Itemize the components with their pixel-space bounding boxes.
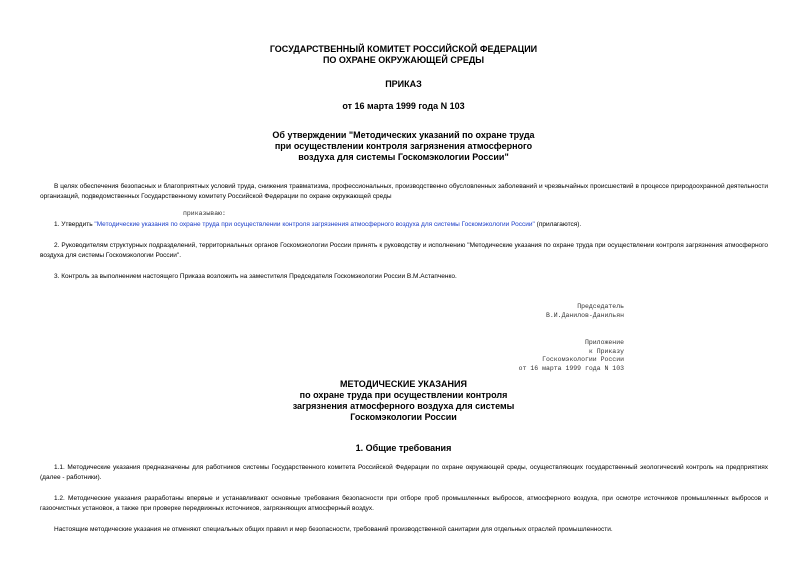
guidelines-title-block: [0, 379, 807, 423]
doc-subject: [0, 130, 807, 163]
appendix-line-1: Приложение: [584, 339, 624, 346]
appendix-line-2: к Приказу: [588, 347, 624, 355]
section-1-heading: 1. Общие требования: [355, 443, 452, 453]
preamble-paragraph: В целях обеспечения безопасных и благоприятных условий труда, снижения травматизма, профессиональных, производственно обусловленных заболеваний и чрезвычайных происшествий в процессе природоохранной деятельности организаций, подведомственных Государственному комитету Российской Федерации по охране окружающей среды: [40, 183, 768, 200]
org-name: [0, 44, 807, 66]
orders-word: приказываю:: [183, 210, 226, 217]
section-1-p2: 1.2. Методические указания разработаны впервые и устанавливают основные требования безопасности при отборе проб промышленных выбросов, атмосферного воздуха, при осмотре источников промышленных выбросов и газоочистных установок, а также при проверке передвижных источников, загрязняющих атмосферный воздух.: [40, 495, 768, 512]
section-1-p1: 1.1. Методические указания предназначены для работников системы Государственного комитета Российской Федерации по охране окружающей среды, осуществляющих государственный экологический контроль на предприятиях (далее - работники).: [40, 464, 768, 481]
signature-block: [546, 303, 624, 320]
signature-title: Председатель: [577, 303, 624, 310]
guidelines-link[interactable]: "Методические указания по охране труда при осуществлении контроля загрязнения атмосферного воздуха для системы Госкомэкологии России": [94, 221, 535, 228]
appendix-line-3: Госкомэкологии России: [542, 356, 624, 363]
signature-name: В.И.Данилов-Данильян: [545, 311, 624, 319]
doc-date-number: от 16 марта 1999 года N 103: [342, 101, 465, 111]
appendix-block: [519, 339, 624, 373]
doc-type: ПРИКАЗ: [385, 79, 422, 89]
order-item-2: 2. Руководителям структурных подразделений, территориальных органов Госкомэкологии России принять к руководству и исполнению "Методические указания по охране труда при осуществлении контроля загрязнения атмосферного воздуха для системы Госкомэкологии России".: [40, 242, 768, 259]
org-line-1: ГОСУДАРСТВЕННЫЙ КОМИТЕТ РОССИЙСКОЙ ФЕДЕРАЦИИ: [269, 44, 538, 54]
appendix-line-4: от 16 марта 1999 года N 103: [518, 364, 624, 372]
order-item-3: 3. Контроль за выполнением настоящего Приказа возложить на заместителя Председателя Госкомэкологии России В.М.Астапченко.: [54, 273, 457, 280]
subject-line-1: Об утверждении "Методических указаний по охране труда: [272, 130, 535, 140]
subject-line-2: при осуществлении контроля загрязнения атмосферного: [274, 141, 533, 151]
order-item-1: [40, 220, 768, 230]
guidelines-line-4: Госкомэкологии России: [350, 412, 457, 422]
guidelines-title: МЕТОДИЧЕСКИЕ УКАЗАНИЯ: [340, 379, 467, 389]
subject-line-3: воздуха для системы Госкомэкологии России": [298, 152, 509, 162]
item1-prefix: 1. Утвердить: [54, 221, 95, 228]
org-line-2: ПО ОХРАНЕ ОКРУЖАЮЩЕЙ СРЕДЫ: [322, 55, 485, 65]
item1-suffix: (прилагаются).: [534, 221, 582, 228]
section-1-p3: Настоящие методические указания не отменяют специальных общих правил и мер безопасности, требований производственной санитарии для отдельных отраслей промышленности.: [54, 526, 613, 533]
guidelines-line-2: по охране труда при осуществлении контроля: [299, 390, 508, 400]
guidelines-line-3: загрязнения атмосферного воздуха для системы: [292, 401, 515, 411]
